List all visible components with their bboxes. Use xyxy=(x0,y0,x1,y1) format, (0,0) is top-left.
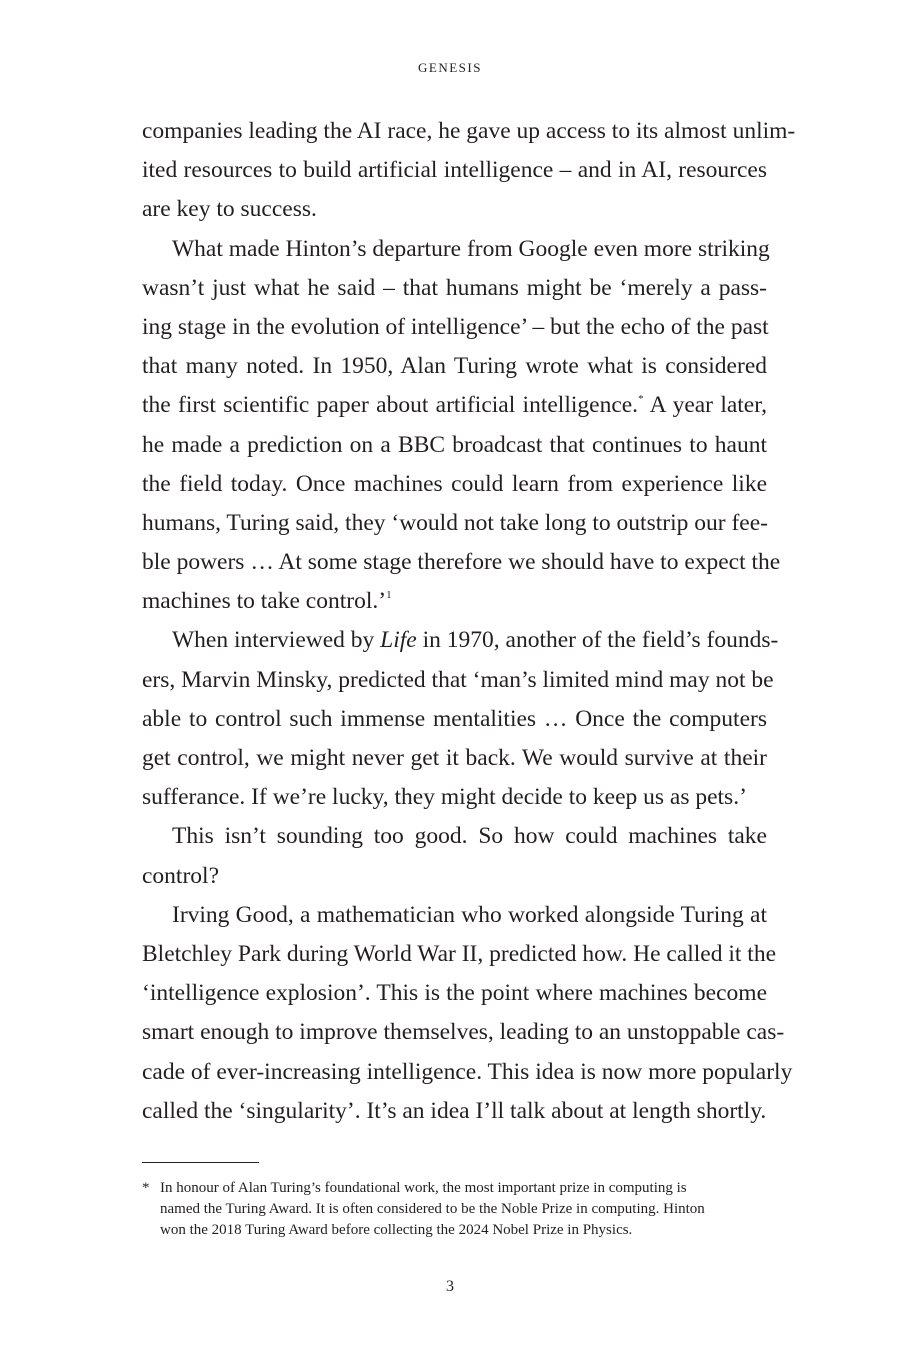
text-line: wasn’t just what he said – that humans might be ‘merely a pass- xyxy=(142,274,767,301)
text-line-with-endnote xyxy=(142,582,767,621)
publication-title: Life xyxy=(380,627,417,654)
text-line: smart enough to improve themselves, leading to an unstoppable cas- xyxy=(142,1019,785,1046)
text-line: get control, we might never get it back. We would survive at their xyxy=(142,745,767,771)
text-line-with-title xyxy=(142,621,779,660)
text-line: cade of ever-increasing intelligence. This idea is now more popularly xyxy=(142,1058,793,1085)
text-line: ing stage in the evolution of intelligence’ – but the echo of the past xyxy=(142,313,769,340)
text-line: called the ‘singularity’. It’s an idea I’ll talk about at length shortly. xyxy=(142,1097,767,1124)
running-head: GENESIS xyxy=(418,60,482,75)
text-line: What made Hinton’s departure from Google even more striking xyxy=(172,235,770,262)
body-text xyxy=(142,112,796,1131)
paragraph-4 xyxy=(142,817,767,895)
text-line: This isn’t sounding too good. So how could machines take xyxy=(172,823,767,850)
text-line: Irving Good, a mathematician who worked alongside Turing at xyxy=(172,901,767,928)
paragraph-2 xyxy=(142,230,781,622)
text-line: humans, Turing said, they ‘would not take long to outstrip our fee- xyxy=(142,509,768,536)
text-line: he made a prediction on a BBC broadcast that continues to haunt xyxy=(142,431,767,458)
footnote-marker: * xyxy=(142,1180,150,1196)
paragraph-1 xyxy=(142,112,796,230)
text-line: companies leading the AI race, he gave up access to its almost unlim- xyxy=(142,118,796,144)
text-line: are key to success. xyxy=(142,196,317,223)
paragraph-5 xyxy=(142,896,793,1131)
text-fragment: A year later, xyxy=(643,392,767,419)
footnote-reference[interactable]: * xyxy=(638,393,644,406)
footnote xyxy=(142,1178,767,1241)
text-line: sufferance. If we’re lucky, they might decide to keep us as pets.’ xyxy=(142,784,747,811)
text-line-with-footnote xyxy=(142,386,767,425)
text-line: ers, Marvin Minsky, predicted that ‘man’s limited mind may not be xyxy=(142,666,774,693)
footnote-text xyxy=(160,1178,767,1241)
text-line: Bletchley Park during World War II, predicted how. He called it the xyxy=(142,940,777,967)
endnote-reference[interactable]: 1 xyxy=(386,589,392,602)
footnote-line: named the Turing Award. It is often considered to be the Noble Prize in computing. Hinton xyxy=(160,1201,705,1217)
footnote-line: won the 2018 Turing Award before collecting the 2024 Nobel Prize in Physics. xyxy=(160,1222,633,1238)
text-fragment: in 1970, another of the field’s founds- xyxy=(416,627,779,654)
text-line: control? xyxy=(142,862,219,889)
footnote-rule xyxy=(142,1162,259,1163)
paragraph-3 xyxy=(142,621,779,817)
text-fragment: When interviewed by xyxy=(172,627,381,654)
text-line: able to control such immense mentalities … Once the computers xyxy=(142,705,767,732)
page-number: 3 xyxy=(446,1278,454,1295)
text-line: that many noted. In 1950, Alan Turing wrote what is considered xyxy=(142,353,767,380)
text-line: ited resources to build artificial intelligence – and in AI, resources xyxy=(142,157,767,184)
text-fragment: machines to take control.’ xyxy=(142,588,387,615)
text-line: ble powers … At some stage therefore we should have to expect the xyxy=(142,549,781,576)
text-line: ‘intelligence explosion’. This is the point where machines become xyxy=(142,980,767,1007)
text-fragment: the first scientific paper about artificial intelligence. xyxy=(142,392,639,419)
footnote-line: In honour of Alan Turing’s foundational work, the most important prize in computing is xyxy=(160,1180,687,1196)
text-line: the field today. Once machines could learn from experience like xyxy=(142,470,767,497)
